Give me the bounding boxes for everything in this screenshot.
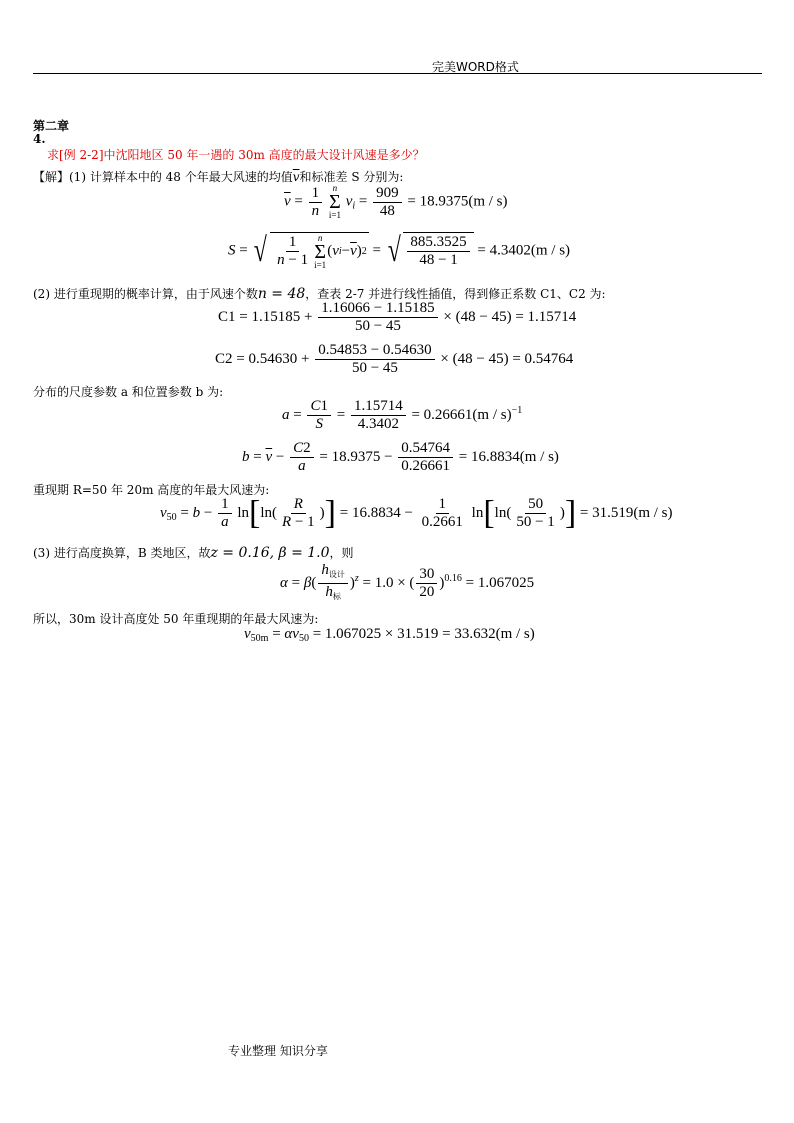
a-result: = 0.26661(m / s) [411, 406, 512, 423]
params-text: 分布的尺度参数 a 和位置参数 b 为: [33, 385, 224, 399]
mean-result: = 18.9375(m / s) [407, 193, 508, 210]
std-formula: S = √ $\frac{1}{n - 1}$ n Σ i=1 ( v i − $\overline{v}$ ) 2 = √ $\frac{885.3525}{48 - 1}$ = 4.3402(m / s) [228, 232, 571, 270]
sample-size: n = 48 [257, 286, 306, 302]
solution-intro-tail: 和标准差 S 分别为: [299, 170, 404, 184]
v50-formula: $v_{50} = b$ − $\frac{1}{a}$ ln[ln( $\frac{R}{R - 1}$ )] = 16.8834 − $\frac{1}{0.2661}$ ln[ln( $\frac{50}{50 - 1}$ )] = 31.519(m / s) [160, 494, 673, 532]
final-result: = 1.067025 × 31.519 = 33.632(m / s) [312, 626, 535, 642]
c1-result: × (48 − 45) = 1.15714 [443, 308, 577, 325]
mean-sum: 909 [373, 185, 402, 203]
c2-formula: C2 = 0.54630 + $\frac{0.54853 - 0.54630}{50 - 45}$ × (48 − 45) = 0.54764 [215, 342, 574, 376]
mean-count: 48 [379, 202, 395, 219]
b-result: = 16.8834(m / s) [458, 448, 559, 465]
step3-text: (3) 进行高度换算，B 类地区，故z = 0.16, β = 1.0，则 [33, 545, 354, 561]
std-denominator: 48 − 1 [419, 252, 458, 268]
period-text: 重现期 R=50 年 20m 高度的年最大风速为: [33, 483, 270, 497]
final-formula: $v_{50m} = \alpha v_{50} = 1.067025 \times 31.519 = 33.632(m / s)$ [244, 626, 535, 644]
header-rule [33, 73, 762, 74]
alpha-formula: α = β( $\frac{h_{设计}}{h_标}$ )$^z$ = 1.0 × ( $\frac{30}{20}$ )$^{0.16}$ = 1.067025 [280, 562, 535, 601]
std-numerator: 885.3525 [407, 234, 469, 252]
conclusion-text: 所以，30m 设计高度处 50 年重现期的年最大风速为: [33, 612, 319, 626]
question-text: 求[例 2-2]中沈阳地区 50 年一遇的 30m 高度的最大设计风速是多少？ [47, 148, 425, 162]
mean-formula: $\overline{v}$ = $\frac{1}{n}$ n Σ i=1 $v_i$ = $\frac{909}{48}$ = 18.9375(m / s) [284, 183, 508, 220]
step2-text: (2) 进行重现期的概率计算，由于风速个数n = 48，查表 2-7 并进行线性插值，得到修正系数 C1、C2 为: [33, 286, 606, 302]
c1-formula: C1 = 1.15185 + $\frac{1.16066 - 1.15185}{50 - 45}$ × (48 − 45) = 1.15714 [218, 300, 577, 334]
v50-result: = 31.519(m / s) [579, 504, 673, 521]
std-result: = 4.3402(m / s) [477, 242, 571, 259]
height-params: z = 0.16, β = 1.0 [210, 545, 330, 561]
solution-intro: 【解】(1) 计算样本中的 48 个年最大风速的均值$\overline{v}$和标准差 S 分别为: [33, 170, 404, 184]
b-formula: $b = \overline{v}$ − $\frac{C2}{a}$ = 18.9375 − $\frac{0.54764}{0.26661}$ = 16.8834(m / s) [242, 440, 559, 474]
a-formula: a = $\frac{C1}{S}$ = $\frac{1.15714}{4.3402}$ = 0.26661(m / s)$^{-1}$ [282, 398, 523, 432]
page-footer: 专业整理 知识分享 [228, 1044, 328, 1058]
c2-result: × (48 − 45) = 0.54764 [440, 350, 574, 367]
problem-number: 4. [33, 132, 46, 146]
solution-intro-text: 【解】(1) 计算样本中的 48 个年最大风速的均值 [33, 170, 293, 184]
page-header-title: 完美WORD格式 [432, 60, 519, 74]
alpha-result: = 1.067025 [465, 574, 535, 591]
chapter-title: 第二章 [33, 119, 70, 133]
